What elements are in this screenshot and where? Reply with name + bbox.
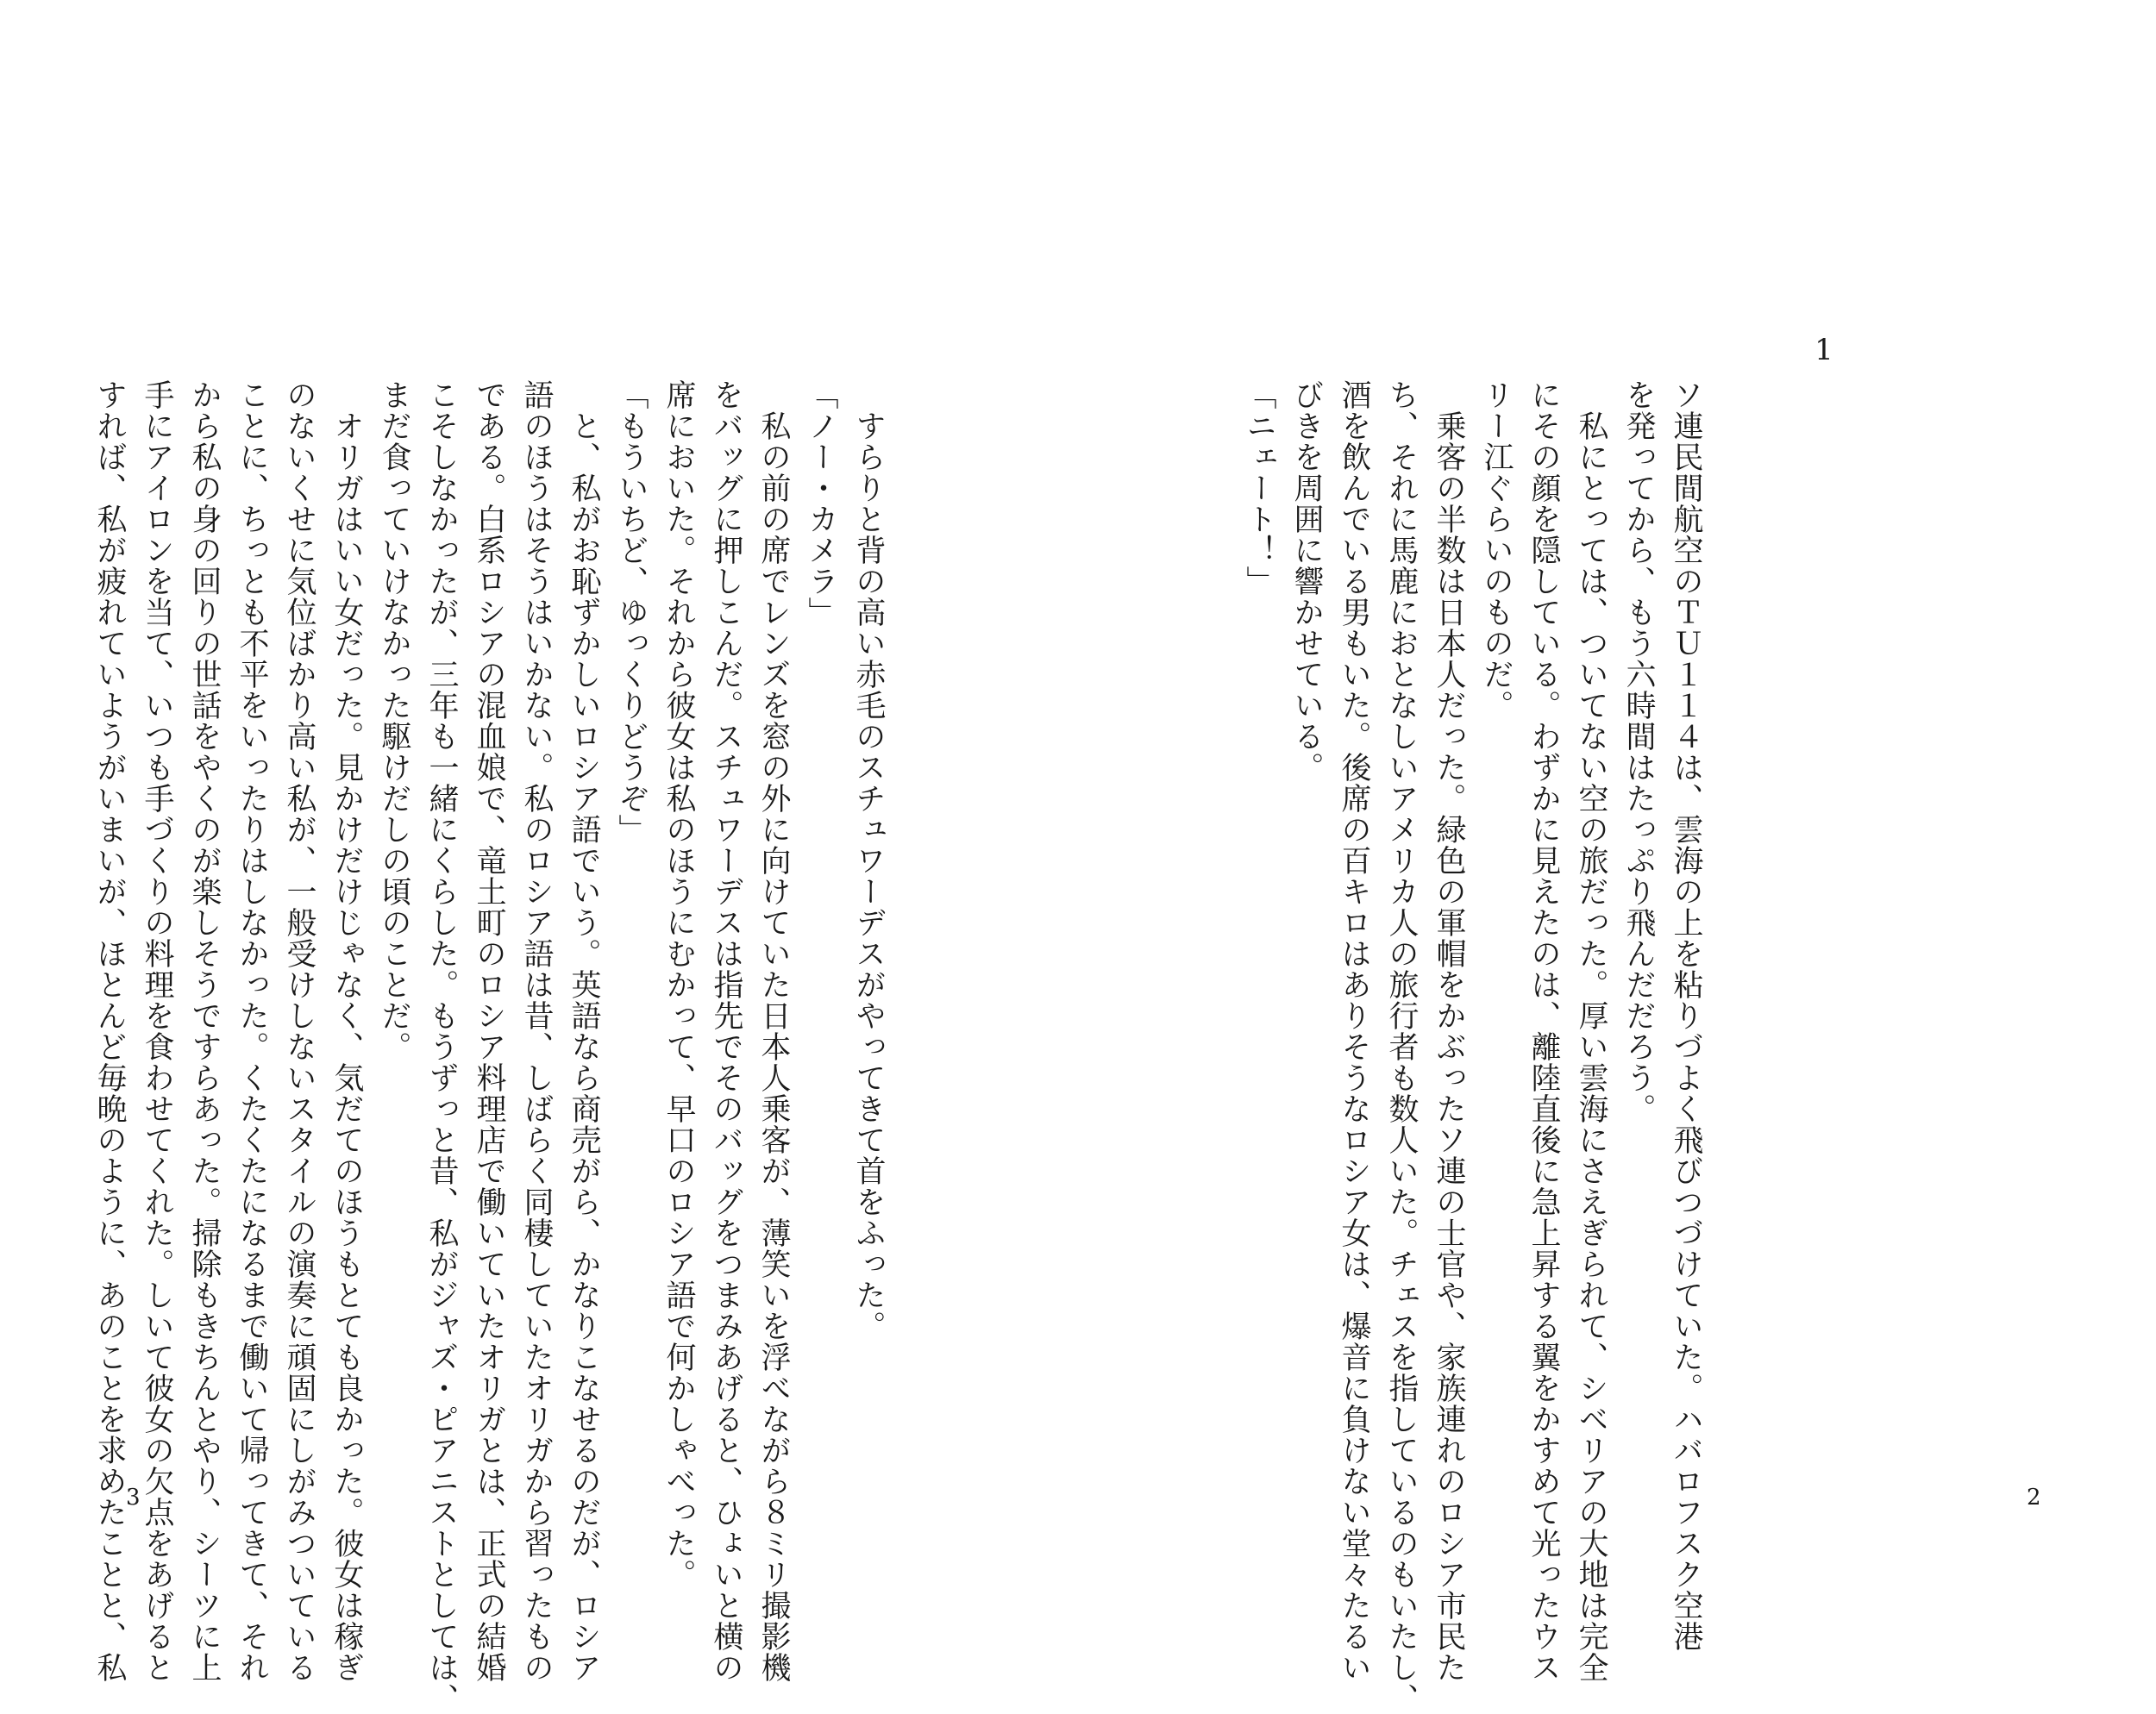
page-number-right: 2: [2027, 1485, 2041, 1511]
text-line: まだ食っていけなかった駆けだしの頃のことだ。: [377, 379, 411, 1062]
text-line: 席においた。それから彼女は私のほうにむかって、早口のロシア語で何かしゃべった。: [661, 379, 696, 1590]
text-line: ことに、ちっとも不平をいったりはしなかった。くたくたになるまで働いて帰ってきて、それ: [235, 379, 269, 1683]
text-line: オリガはいい女だった。見かけだけじゃなく、気だてのほうもとても良かった。彼女は稼ぎ: [329, 410, 364, 1683]
right-page-text: [1233, 379, 1709, 1714]
left-page-text: [92, 379, 892, 1714]
text-line: 「ノー・カメラ」: [804, 379, 838, 628]
text-line: すれば、私が疲れていようがいまいが、ほとんど毎晩のように、あのことを求めたことと、私: [92, 379, 127, 1683]
text-line: のないくせに気位ばかり高い私が、一般受けしないスタイルの演奏に頑固にしがみついている: [282, 379, 317, 1683]
text-line: 酒を飲んでいる男もいた。後席の百キロはありそうなロシア女は、爆音に負けない堂々たるい: [1337, 379, 1371, 1683]
text-line: から私の身の回りの世話をやくのが楽しそうですらあった。掃除もきちんとやり、シーツに上: [187, 379, 222, 1683]
chapter-number: 1: [1814, 333, 1833, 367]
text-line: 「ニェート！」: [1242, 379, 1276, 597]
text-line: 語のほうはそうはいかない。私のロシア語は昔、しばらく同棲していたオリガから習ったもの: [519, 379, 554, 1683]
text-line: 私の前の席でレンズを窓の外に向けていた日本人乗客が、薄笑いを浮べながら８ミリ撮影機: [756, 410, 791, 1683]
text-line: リー江ぐらいのものだ。: [1479, 379, 1514, 721]
text-line: 私にとっては、ついてない空の旅だった。厚い雲海にさえぎられて、シベリアの大地は完全: [1574, 410, 1608, 1683]
text-line: ソ連民間航空のＴＵ１１４は、雲海の上を粘りづよく飛びつづけていた。ハバロフスク空港: [1669, 379, 1703, 1652]
text-line: を発ってから、もう六時間はたっぷり飛んだだろう。: [1621, 379, 1656, 1124]
text-line: すらりと背の高い赤毛のスチュワーデスがやってきて首をふった。: [851, 410, 886, 1342]
text-line: をバッグに押しこんだ。スチュワーデスは指先でそのバッグをつまみあげると、ひょいと横の: [709, 379, 743, 1683]
text-line: 手にアイロンを当て、いつも手づくりの料理を食わせてくれた。しいて彼女の欠点をあげると: [140, 379, 174, 1683]
text-line: ち、それに馬鹿におとなしいアメリカ人の旅行者も数人いた。チェスを指しているのもいたし、: [1384, 379, 1419, 1714]
text-line: こそしなかったが、三年も一緒にくらした。もうずっと昔、私がジャズ・ピアニストとしては、: [424, 379, 459, 1714]
text-line: と、私がお恥ずかしいロシア語でいう。英語なら商売がら、かなりこなせるのだが、ロシア: [567, 410, 601, 1683]
text-line: にその顔を隠している。わずかに見えたのは、離陸直後に急上昇する翼をかすめて光ったウス: [1526, 379, 1561, 1683]
text-line: 乗客の半数は日本人だった。緑色の軍帽をかぶったソ連の士官や、家族連れのロシア市民た: [1432, 410, 1466, 1683]
text-line: びきを周囲に響かせている。: [1289, 379, 1324, 783]
text-line: 「もういちど、ゆっくりどうぞ」: [614, 379, 649, 845]
page-number-left: 3: [126, 1485, 141, 1511]
text-line: である。白系ロシアの混血娘で、竜土町のロシア料理店で働いていたオリガとは、正式の結婚: [472, 379, 506, 1683]
